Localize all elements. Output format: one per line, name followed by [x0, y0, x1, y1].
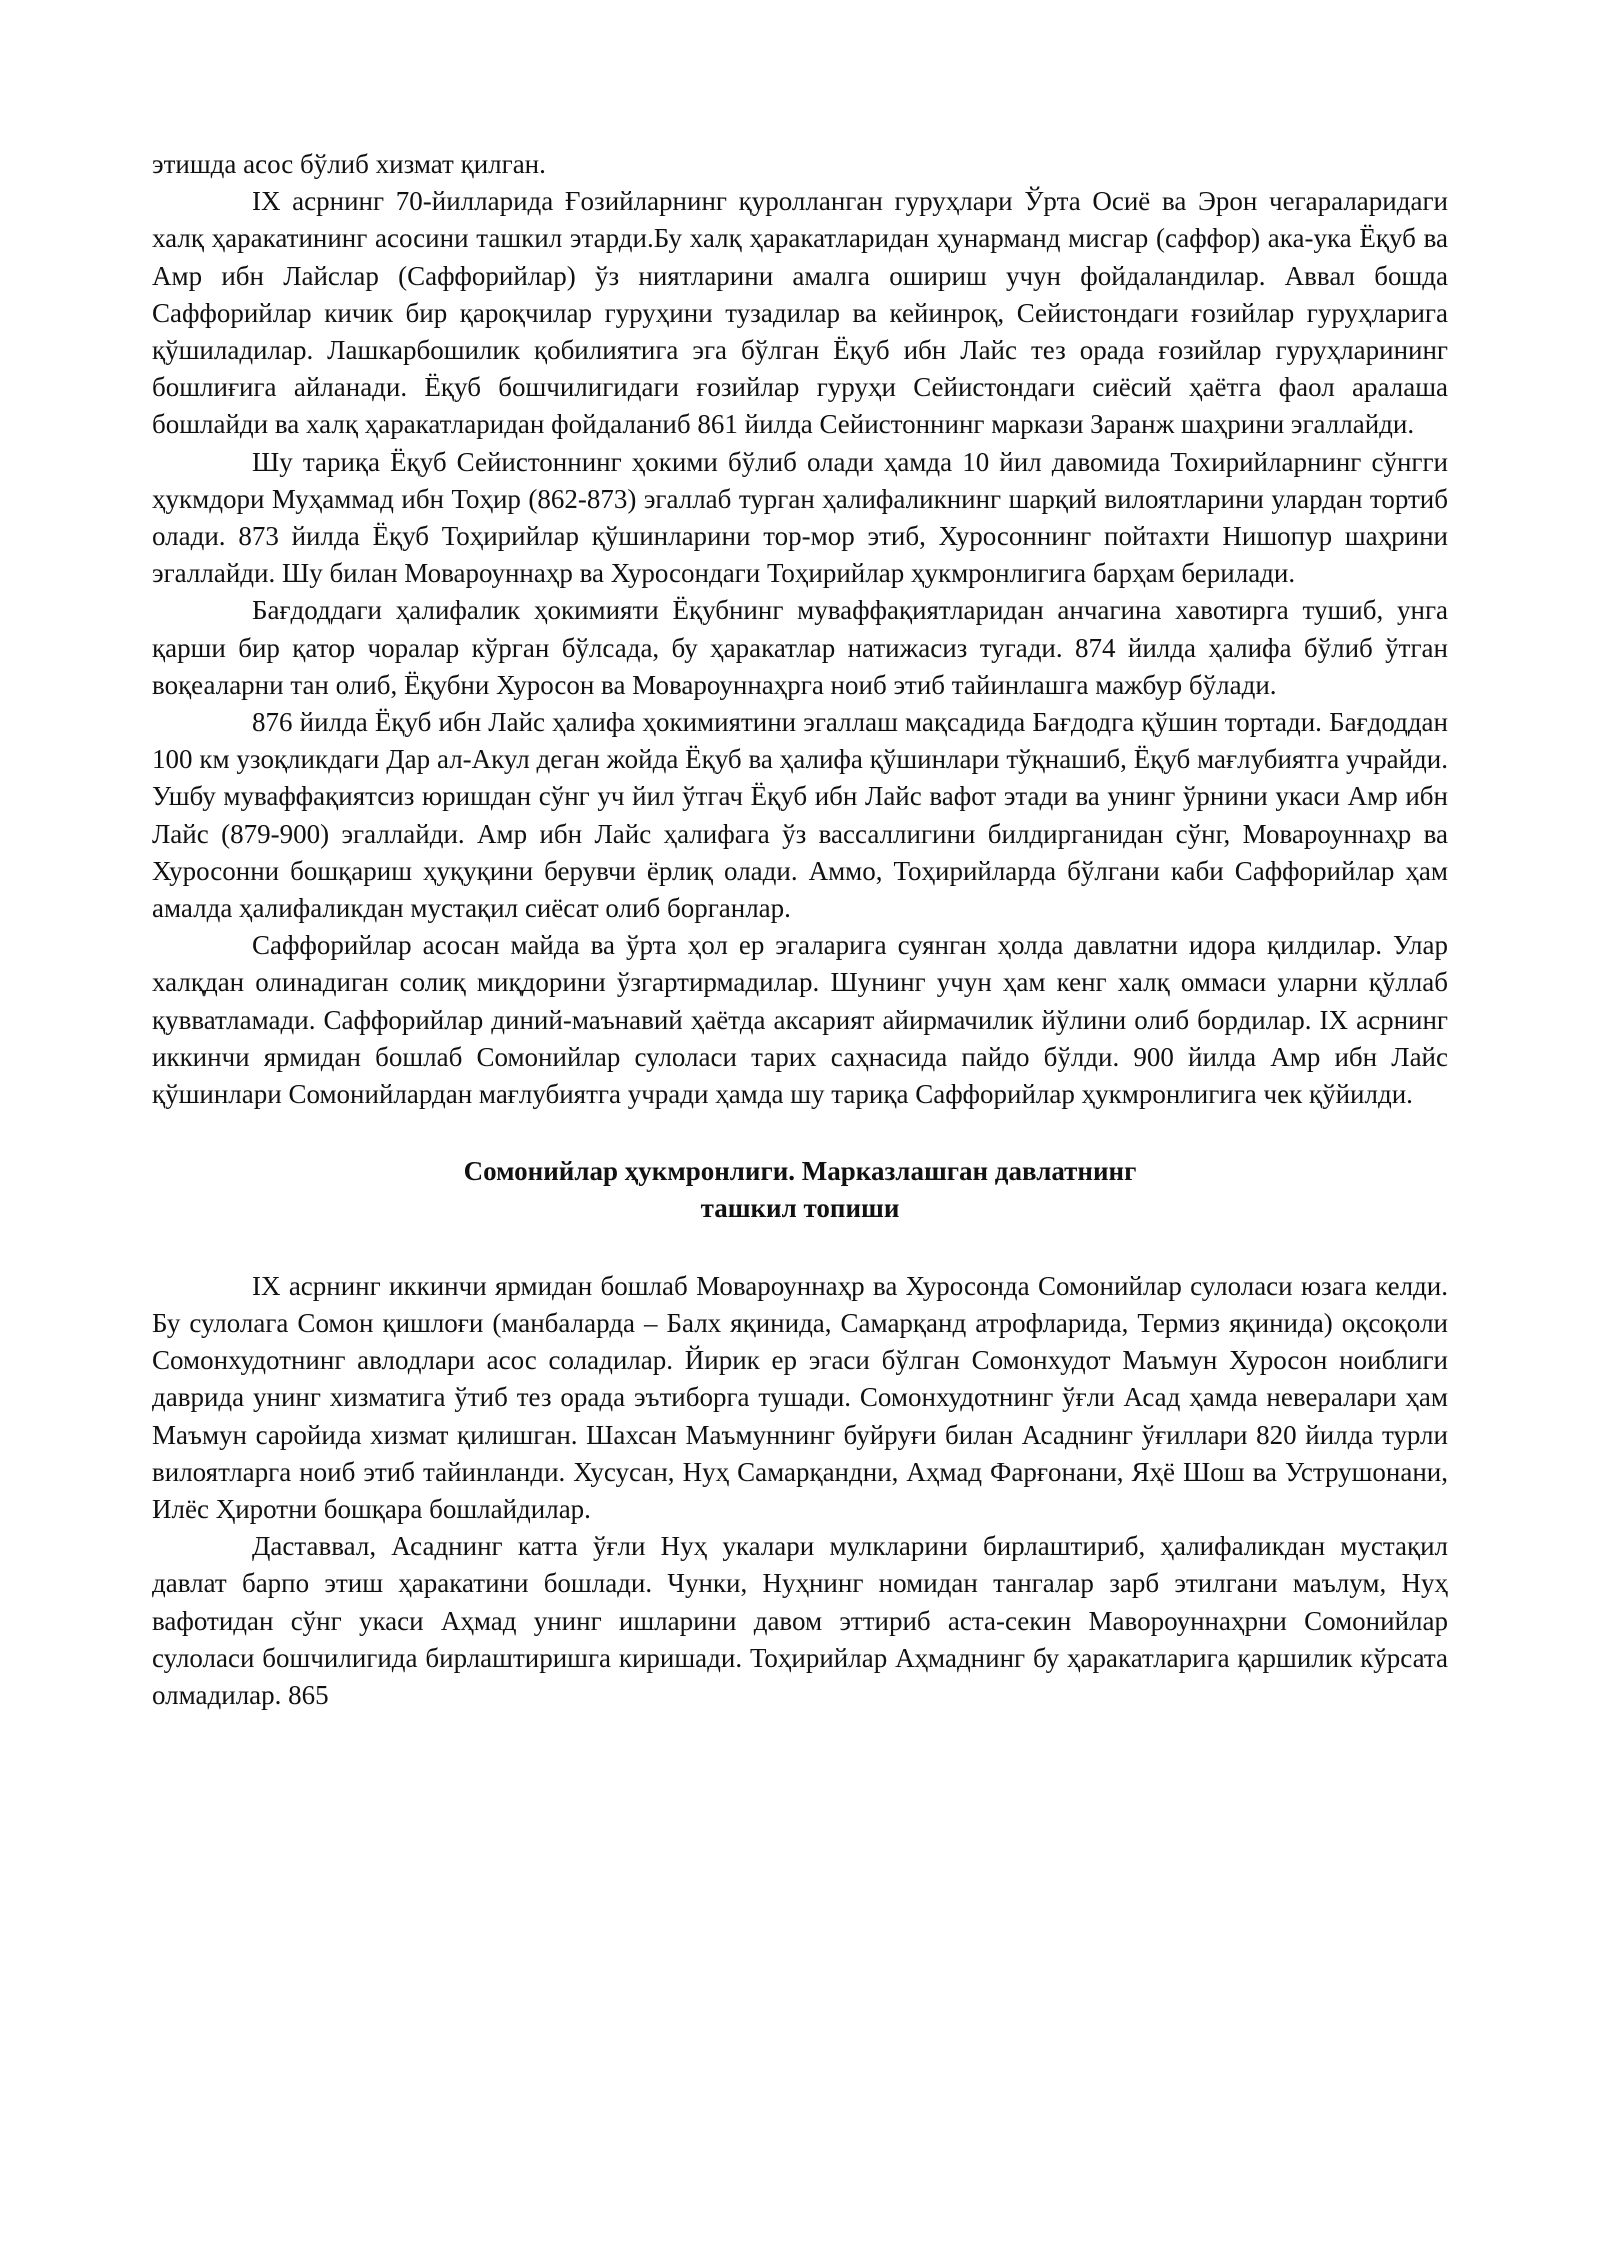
paragraph-yaqub-sistan: Шу тариқа Ёқуб Сейистоннинг ҳокими бўлиб олади ҳамда 10 йил давомида Тохирийларнинг сўнгги ҳукмдори Муҳаммад ибн Тоҳир (862-873) эгаллаб турган ҳалифаликнинг шарқий вилоятларини улардан тортиб олади. 873 йилда Ёқуб Тоҳирийлар қўшинларини тор-мор этиб, Хуросоннинг пойтахти Нишопур шаҳрини эгаллайди. Шу билан Мовароуннаҳр ва Хуросондаги Тоҳирийлар ҳукмронлигига барҳам берилади. — [152, 446, 1448, 589]
paragraph-ghaziy-groups: IX асрнинг 70-йилларида Ғозийларнинг қуролланган гуруҳлари Ўрта Осиё ва Эрон чегараларидаги халқ ҳаракатининг асосини ташкил этарди.Бу халқ ҳаракатларидан ҳунарманд мисгар (саффор) ака-ука Ёқуб ва Амр ибн Лайслар (Саффорийлар) ўз ниятларини амалга ошириш учун фойдаландилар. Аввал бошда Саффорийлар кичик бир қароқчилар гуруҳини тузадилар ва кейинроқ, Сейистондаги ғозийлар гуруҳларига қўшиладилар. Лашкарбошилик қобилиятига эга бўлган Ёқуб ибн Лайс тез орада ғозийлар гуруҳларининг бошлиғига айланади. Ёқуб бошчилигидаги ғозийлар гуруҳи Сейистондаги сиёсий ҳаётга фаол аралаша бошлайди ва халқ ҳаракатларидан фойдаланиб 861 йилда Сейистоннинг маркази Заранж шаҳрини эгаллайди. — [152, 186, 1448, 440]
paragraph-saffarid-rule: Саффорийлар асосан майда ва ўрта ҳол ер эгаларига суянган ҳолда давлатни идора қилдилар. Улар халқдан олинадиган солиқ миқдорини ўзгартирмадилар. Шунинг учун ҳам кенг халқ оммаси уларни қўллаб қувватламади. Саффорийлар диний-маънавий ҳаётда аксарият айирмачилик йўлини олиб бордилар. IX асрнинг иккинчи ярмидан бошлаб Сомонийлар сулоласи тарих саҳнасида пайдо бўлди. 900 йилда Амр ибн Лайс қўшинлари Сомонийлардан мағлубиятга учради ҳамда шу тариқа Саффорийлар ҳукмронлигига чек қўйилди. — [152, 930, 1448, 1110]
paragraph-continuation: этишда асос бўлиб хизмат қилган. — [152, 149, 546, 179]
spacer — [152, 1113, 1448, 1153]
section-heading-line2: ташкил топиши — [700, 1193, 900, 1224]
paragraph-baghdad-caliphate: Бағдоддаги ҳалифалик ҳокимияти Ёқубнинг муваффақиятларидан анчагина хавотирга тушиб, унга қарши бир қатор чоралар кўрган бўлсада, бу ҳаракатлар натижасиз тугади. 874 йилда ҳалифа бўлиб ўтган воқеаларни тан олиб, Ёқубни Хуросон ва Мовароуннаҳрга ноиб этиб тайинлашга мажбур бўлади. — [152, 595, 1448, 700]
paragraph-samanid-origin: IX асрнинг иккинчи ярмидан бошлаб Мовароуннаҳр ва Хуросонда Сомонийлар сулоласи юзага келди. Бу сулолага Сомон қишлоғи (манбаларда – Балх яқинида, Самарқанд атрофларида, Термиз яқинида) оқсоқоли Сомонхудотнинг авлодлари асос соладилар. Йирик ер эгаси бўлган Сомонхудот Маъмун Хуросон ноиблиги даврида унинг хизматига ўтиб тез орада эътиборга тушади. Сомонхудотнинг ўғли Асад ҳамда невералари ҳам Маъмун саройида хизмат қилишган. Шахсан Маъмуннинг буйруғи билан Асаднинг ўғиллари 820 йилда турли вилоятларга ноиб этиб тайинланди. Хусусан, Нуҳ Самарқандни, Аҳмад Фарғонани, Яҳё Шош ва Уструшонани, Илёс Ҳиротни бошқара бошлайдилар. — [152, 1270, 1448, 1524]
paragraph-876-campaign: 876 йилда Ёқуб ибн Лайс ҳалифа ҳокимиятини эгаллаш мақсадида Бағдодга қўшин тортади. Бағдоддан 100 км узоқликдаги Дар ал-Акул деган жойда Ёқуб ва ҳалифа қўшинлари тўқнашиб, Ёқуб мағлубиятга учрайди. Ушбу муваффақиятсиз юришдан сўнг уч йил ўтгач Ёқуб ибн Лайс вафот этади ва унинг ўрнини укаси Амр ибн Лайс (879-900) эгаллайди. Амр ибн Лайс ҳалифага ўз вассаллигини билдирганидан сўнг, Мовароуннаҳр ва Хуросонни бошқариш ҳуқуқини берувчи ёрлиқ олади. Аммо, Тоҳирийларда бўлгани каби Саффорийлар ҳам амалда ҳалифаликдан мустақил сиёсат олиб борганлар. — [152, 707, 1448, 924]
paragraph-nuh-unification: Даставвал, Асаднинг катта ўғли Нуҳ укалари мулкларини бирлаштириб, ҳалифаликдан мустақил давлат барпо этиш ҳаракатини бошлади. Чунки, Нуҳнинг номидан тангалар зарб этилгани маълум, Нуҳ вафотидан сўнг укаси Аҳмад унинг ишларини давом эттириб аста-секин Мавороуннаҳрни Сомонийлар сулоласи бошчилигида бирлаштиришга киришади. Тоҳирийлар Аҳмаднинг бу ҳаракатларига қаршилик кўрсата олмадилар. 865 — [152, 1531, 1448, 1710]
document-page — [152, 146, 1448, 1714]
section-heading — [152, 1153, 1448, 1227]
section-heading-line1: Сомонийлар ҳукмронлиги. Марказлашган давлатнинг — [463, 1156, 1137, 1187]
spacer — [152, 1228, 1448, 1268]
